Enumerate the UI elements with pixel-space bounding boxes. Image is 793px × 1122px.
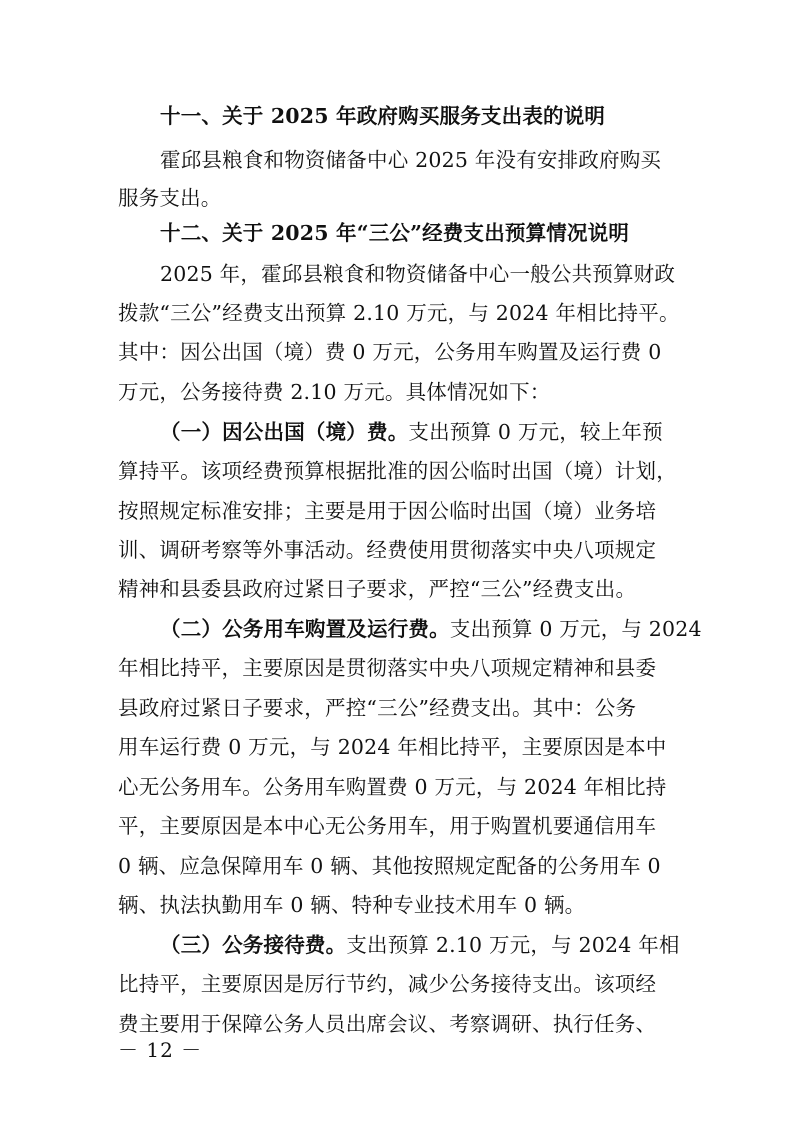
section-12-line-1: 2025 年，霍邱县粮食和物资储备中心一般公共预算财政 — [160, 262, 676, 286]
section-12-line-3: 其中：因公出国（境）费 0 万元，公务用车购置及运行费 0 — [118, 340, 662, 364]
paragraph-2-line-1 — [160, 617, 702, 641]
paragraph-3-line-2: 比持平，主要原因是厉行节约，减少公务接待支出。该项经 — [118, 972, 657, 996]
section-11-heading: 十一、关于 2025 年政府购买服务支出表的说明 — [160, 104, 606, 128]
paragraph-1-line-5: 精神和县委县政府过紧日子要求，严控“三公”经费支出。 — [118, 577, 637, 601]
paragraph-1-lead: （一）因公出国（境）费。 — [160, 420, 409, 444]
paragraph-2-first-rest: 支出预算 0 万元，与 2024 — [449, 617, 702, 641]
paragraph-2-line-7: 0 辆、应急保障用车 0 辆、其他按照规定配备的公务用车 0 — [118, 854, 661, 878]
paragraph-2-lead: （二）公务用车购置及运行费。 — [160, 617, 450, 641]
paragraph-2-line-5: 心无公务用车。公务用车购置费 0 万元，与 2024 年相比持 — [118, 775, 667, 799]
paragraph-3-line-1 — [160, 933, 680, 957]
paragraph-2-line-2: 年相比持平，主要原因是贯彻落实中央八项规定精神和县委 — [118, 656, 657, 680]
paragraph-2-line-3: 县政府过紧日子要求，严控“三公”经费支出。其中：公务 — [118, 696, 637, 720]
paragraph-1-line-2: 算持平。该项经费预算根据批准的因公临时出国（境）计划， — [118, 459, 677, 483]
section-12-line-2: 拨款“三公”经费支出预算 2.10 万元，与 2024 年相比持平。 — [118, 301, 680, 325]
paragraph-3-lead: （三）公务接待费。 — [160, 933, 347, 957]
paragraph-2-line-8: 辆、执法执勤用车 0 辆、特种专业技术用车 0 辆。 — [118, 893, 586, 917]
section-11-line-1: 霍邱县粮食和物资储备中心 2025 年没有安排政府购买 — [160, 148, 662, 172]
paragraph-1-line-1 — [160, 420, 663, 444]
section-11-line-2: 服务支出。 — [118, 186, 222, 210]
paragraph-3-first-rest: 支出预算 2.10 万元，与 2024 年相 — [346, 933, 680, 957]
page-number: － 12 － — [118, 1038, 203, 1062]
paragraph-2-line-4: 用车运行费 0 万元，与 2024 年相比持平，主要原因是本中 — [118, 735, 667, 759]
paragraph-2-line-6: 平，主要原因是本中心无公务用车，用于购置机要通信用车 — [118, 814, 657, 838]
paragraph-3-line-3: 费主要用于保障公务人员出席会议、考察调研、执行任务、 — [118, 1012, 657, 1036]
paragraph-1-line-4: 训、调研考察等外事活动。经费使用贯彻落实中央八项规定 — [118, 538, 657, 562]
section-12-heading: 十二、关于 2025 年“三公”经费支出预算情况说明 — [160, 221, 630, 245]
section-12-line-4: 万元，公务接待费 2.10 万元。具体情况如下： — [118, 380, 551, 404]
paragraph-1-line-3: 按照规定标准安排；主要是用于因公临时出国（境）业务培 — [118, 499, 657, 523]
paragraph-1-first-rest: 支出预算 0 万元，较上年预 — [408, 420, 663, 444]
